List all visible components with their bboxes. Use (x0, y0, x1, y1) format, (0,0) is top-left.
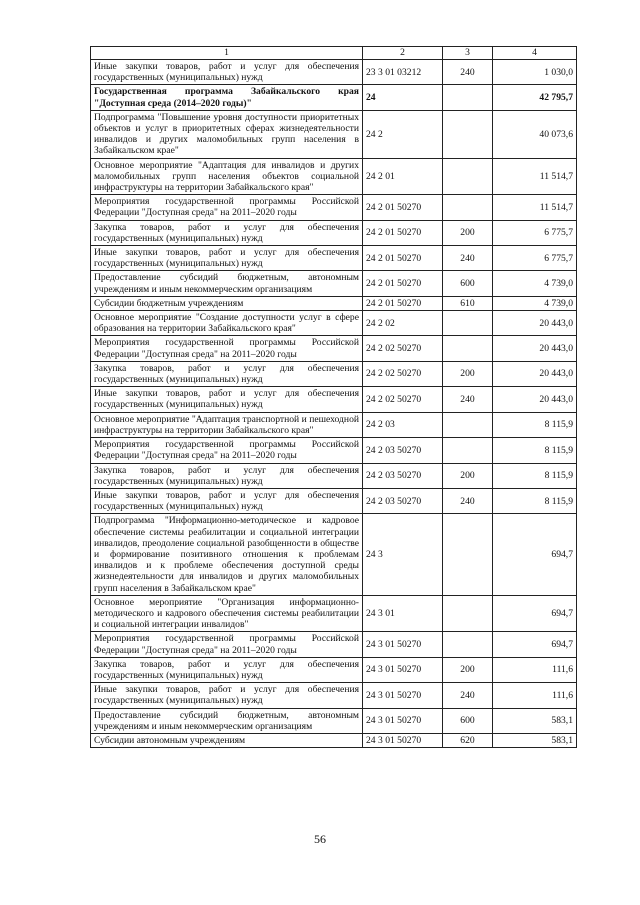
row-code-cell: 24 3 01 (363, 595, 443, 632)
row-expense-type-cell (443, 514, 493, 595)
header-col-2: 2 (363, 47, 443, 60)
row-expense-type-cell: 600 (443, 708, 493, 733)
row-expense-type-cell (443, 336, 493, 361)
row-code-cell: 24 3 (363, 514, 443, 595)
row-name-cell: Иные закупки товаров, работ и услуг для обеспечения государственных (муниципальных) нужд (91, 488, 363, 513)
row-expense-type-cell (443, 412, 493, 437)
row-amount-cell: 6 775,7 (493, 220, 577, 245)
table-row (91, 271, 577, 296)
row-code-cell: 23 3 01 03212 (363, 60, 443, 85)
row-name-cell: Основное мероприятие "Адаптация для инвалидов и других маломобильных групп населения объектов социальной инфраструктуры на территории Забайкальского края" (91, 158, 363, 195)
row-name-cell: Иные закупки товаров, работ и услуг для обеспечения государственных (муниципальных) нужд (91, 387, 363, 412)
table-row (91, 110, 577, 158)
row-name-cell: Подпрограмма "Информационно-методическое и кадровое обеспечение системы реабилитации и социальной интеграции инвалидов, преодоление социальной разобщенности в обществе и формирование позитивного отношения к проблемам инвалидов и к проблеме обеспечения доступной среды жизнедеятельности для инвалидов и других маломобильных групп населения в Забайкальском крае" (91, 514, 363, 595)
row-name-cell: Закупка товаров, работ и услуг для обеспечения государственных (муниципальных) нужд (91, 463, 363, 488)
table-row (91, 632, 577, 657)
row-name-cell: Закупка товаров, работ и услуг для обеспечения государственных (муниципальных) нужд (91, 220, 363, 245)
row-amount-cell: 111,6 (493, 683, 577, 708)
row-amount-cell: 1 030,0 (493, 60, 577, 85)
row-expense-type-cell: 610 (443, 296, 493, 310)
row-amount-cell: 20 443,0 (493, 361, 577, 386)
row-name-cell: Иные закупки товаров, работ и услуг для обеспечения государственных (муниципальных) нужд (91, 60, 363, 85)
budget-table (90, 46, 577, 748)
row-amount-cell: 42 795,7 (493, 85, 577, 110)
row-expense-type-cell: 620 (443, 733, 493, 747)
row-name-cell: Субсидии бюджетным учреждениям (91, 296, 363, 310)
row-name-cell: Мероприятия государственной программы Российской Федерации "Доступная среда" на 2011–2020 годы (91, 438, 363, 463)
table-row (91, 683, 577, 708)
row-code-cell: 24 (363, 85, 443, 110)
row-code-cell: 24 2 01 (363, 158, 443, 195)
row-code-cell: 24 2 03 50270 (363, 438, 443, 463)
row-name-cell: Субсидии автономным учреждениям (91, 733, 363, 747)
row-code-cell: 24 2 03 50270 (363, 488, 443, 513)
row-name-cell: Мероприятия государственной программы Российской Федерации "Доступная среда" на 2011–2020 годы (91, 632, 363, 657)
row-expense-type-cell: 600 (443, 271, 493, 296)
row-amount-cell: 4 739,0 (493, 296, 577, 310)
row-code-cell: 24 3 01 50270 (363, 657, 443, 682)
row-expense-type-cell: 240 (443, 387, 493, 412)
row-expense-type-cell: 200 (443, 463, 493, 488)
table-row (91, 412, 577, 437)
row-code-cell: 24 2 01 50270 (363, 296, 443, 310)
row-name-cell: Основное мероприятие "Создание доступности услуг в сфере образования на территории Забайкальского края" (91, 311, 363, 336)
row-amount-cell: 111,6 (493, 657, 577, 682)
row-amount-cell: 583,1 (493, 733, 577, 747)
row-expense-type-cell: 200 (443, 220, 493, 245)
row-name-cell: Иные закупки товаров, работ и услуг для обеспечения государственных (муниципальных) нужд (91, 683, 363, 708)
row-expense-type-cell: 240 (443, 246, 493, 271)
header-col-4: 4 (493, 47, 577, 60)
row-name-cell: Закупка товаров, работ и услуг для обеспечения государственных (муниципальных) нужд (91, 361, 363, 386)
row-expense-type-cell (443, 158, 493, 195)
table-row (91, 246, 577, 271)
row-amount-cell: 11 514,7 (493, 158, 577, 195)
table-row (91, 336, 577, 361)
row-code-cell: 24 2 03 (363, 412, 443, 437)
row-expense-type-cell (443, 195, 493, 220)
row-expense-type-cell: 200 (443, 361, 493, 386)
row-code-cell: 24 2 02 50270 (363, 361, 443, 386)
table-row (91, 463, 577, 488)
row-code-cell: 24 3 01 50270 (363, 708, 443, 733)
page-number: 56 (314, 832, 326, 846)
table-row (91, 438, 577, 463)
row-expense-type-cell (443, 632, 493, 657)
table-row (91, 733, 577, 747)
row-code-cell: 24 2 01 50270 (363, 246, 443, 271)
table-row (91, 158, 577, 195)
row-amount-cell: 8 115,9 (493, 438, 577, 463)
row-amount-cell: 694,7 (493, 595, 577, 632)
row-amount-cell: 40 073,6 (493, 110, 577, 158)
row-code-cell: 24 3 01 50270 (363, 632, 443, 657)
row-name-cell: Предоставление субсидий бюджетным, автономным учреждениям и иным некоммерческим организациям (91, 271, 363, 296)
row-name-cell: Закупка товаров, работ и услуг для обеспечения государственных (муниципальных) нужд (91, 657, 363, 682)
row-amount-cell: 11 514,7 (493, 195, 577, 220)
table-row (91, 60, 577, 85)
row-code-cell: 24 3 01 50270 (363, 683, 443, 708)
table-body (91, 60, 577, 748)
table-row (91, 220, 577, 245)
row-expense-type-cell (443, 85, 493, 110)
table-row (91, 195, 577, 220)
row-expense-type-cell: 240 (443, 488, 493, 513)
row-name-cell: Мероприятия государственной программы Российской Федерации "Доступная среда" на 2011–2020 годы (91, 336, 363, 361)
row-code-cell: 24 2 (363, 110, 443, 158)
table-row (91, 296, 577, 310)
row-name-cell: Основное мероприятие "Организация информационно-методического и кадрового обеспечения системы реабилитации и социальной интеграции инвалидов" (91, 595, 363, 632)
row-expense-type-cell (443, 110, 493, 158)
row-code-cell: 24 2 02 (363, 311, 443, 336)
row-expense-type-cell: 200 (443, 657, 493, 682)
row-amount-cell: 694,7 (493, 632, 577, 657)
table-row (91, 657, 577, 682)
table-row (91, 514, 577, 595)
row-amount-cell: 20 443,0 (493, 336, 577, 361)
header-col-3: 3 (443, 47, 493, 60)
row-expense-type-cell: 240 (443, 683, 493, 708)
row-amount-cell: 4 739,0 (493, 271, 577, 296)
row-name-cell: Подпрограмма "Повышение уровня доступности приоритетных объектов и услуг в приоритетных сферах жизнедеятельности инвалидов и других маломобильных групп населения в Забайкальском крае" (91, 110, 363, 158)
table-row (91, 361, 577, 386)
row-name-cell: Мероприятия государственной программы Российской Федерации "Доступная среда" на 2011–2020 годы (91, 195, 363, 220)
row-amount-cell: 6 775,7 (493, 246, 577, 271)
row-code-cell: 24 2 02 50270 (363, 336, 443, 361)
row-amount-cell: 20 443,0 (493, 311, 577, 336)
row-amount-cell: 20 443,0 (493, 387, 577, 412)
row-expense-type-cell (443, 438, 493, 463)
row-name-cell: Основное мероприятие "Адаптация транспортной и пешеходной инфраструктуры на территории Забайкальского края" (91, 412, 363, 437)
table-row (91, 387, 577, 412)
row-code-cell: 24 3 01 50270 (363, 733, 443, 747)
row-amount-cell: 8 115,9 (493, 412, 577, 437)
row-name-cell: Государственная программа Забайкальского края "Доступная среда (2014–2020 годы)" (91, 85, 363, 110)
row-expense-type-cell (443, 595, 493, 632)
header-col-1: 1 (91, 47, 363, 60)
table-row (91, 708, 577, 733)
row-expense-type-cell (443, 311, 493, 336)
table-row (91, 595, 577, 632)
row-amount-cell: 583,1 (493, 708, 577, 733)
row-code-cell: 24 2 01 50270 (363, 271, 443, 296)
row-name-cell: Предоставление субсидий бюджетным, автономным учреждениям и иным некоммерческим организациям (91, 708, 363, 733)
row-name-cell: Иные закупки товаров, работ и услуг для обеспечения государственных (муниципальных) нужд (91, 246, 363, 271)
row-expense-type-cell: 240 (443, 60, 493, 85)
table-row (91, 85, 577, 110)
row-code-cell: 24 2 03 50270 (363, 463, 443, 488)
row-code-cell: 24 2 01 50270 (363, 220, 443, 245)
row-code-cell: 24 2 02 50270 (363, 387, 443, 412)
row-amount-cell: 8 115,9 (493, 488, 577, 513)
table-row (91, 488, 577, 513)
row-code-cell: 24 2 01 50270 (363, 195, 443, 220)
row-amount-cell: 8 115,9 (493, 463, 577, 488)
table-header-row (91, 47, 577, 60)
table-row (91, 311, 577, 336)
row-amount-cell: 694,7 (493, 514, 577, 595)
